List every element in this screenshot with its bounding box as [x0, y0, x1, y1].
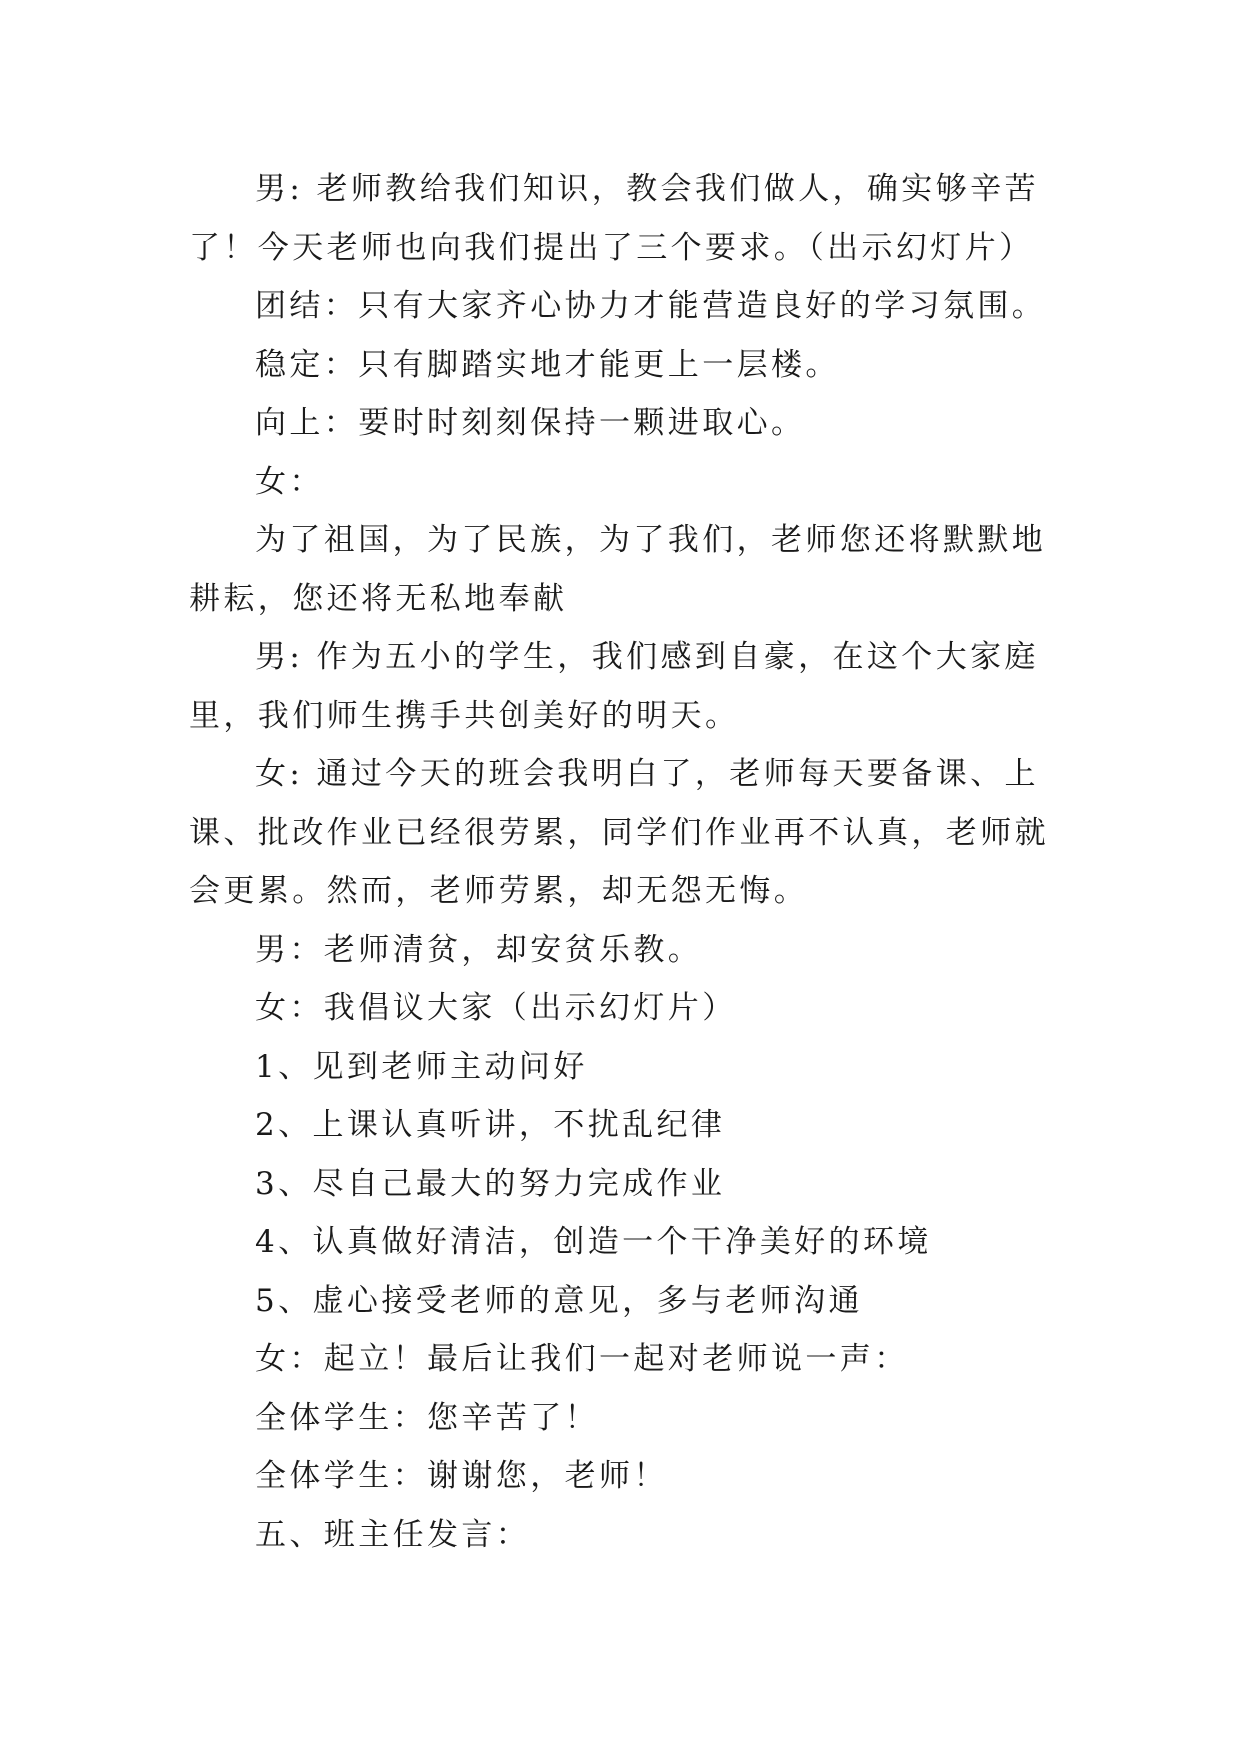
paragraph: 向上：要时时刻刻保持一颗进取心。: [255, 405, 806, 441]
paragraph: 全体学生：您辛苦了！: [255, 1399, 599, 1436]
paragraph: 女：起立！最后让我们一起对老师说一声：: [255, 1341, 909, 1377]
list-item: 5、虚心接受老师的意见，多与老师沟通: [255, 1282, 863, 1319]
paragraph: 男：老师清贫，却安贫乐教。: [255, 931, 703, 968]
paragraph: 女: 通过今天的班会我明白了，老师每天要备课、上课、批改作业已经很劳累，同学们作业再不认真，老师就会更累。然而，老师劳累，却无怨无悔。: [189, 756, 1049, 909]
paragraph: 全体学生：谢谢您，老师！: [255, 1458, 668, 1494]
paragraph: 为了祖国，为了民族，为了我们，老师您还将默默地耕耘，您还将无私地奉献: [189, 522, 1047, 617]
list-item: 2、上课认真听讲，不扰乱纪律: [255, 1107, 726, 1143]
section-heading: 五、班主任发言：: [255, 1516, 531, 1553]
paragraph: 女：我倡议大家（出示幻灯片）: [255, 990, 737, 1026]
paragraph: 男: 作为五小的学生，我们感到自豪，在这个大家庭里，我们师生携手共创美好的明天。: [189, 639, 1039, 734]
paragraph: 女：: [255, 463, 324, 500]
paragraph: 男: 老师教给我们知识，教会我们做人，确实够辛苦了！今天老师也向我们提出了三个要求。（出示幻灯片）: [189, 171, 1039, 266]
list-item: 3、尽自己最大的努力完成作业: [255, 1165, 726, 1202]
list-item: 4、认真做好清洁，创造一个干净美好的环境: [255, 1224, 932, 1260]
paragraph: 稳定：只有脚踏实地才能更上一层楼。: [255, 346, 840, 383]
paragraph: 团结：只有大家齐心协力才能营造良好的学习氛围。: [255, 288, 1047, 324]
list-item: 1、见到老师主动问好: [255, 1048, 588, 1085]
